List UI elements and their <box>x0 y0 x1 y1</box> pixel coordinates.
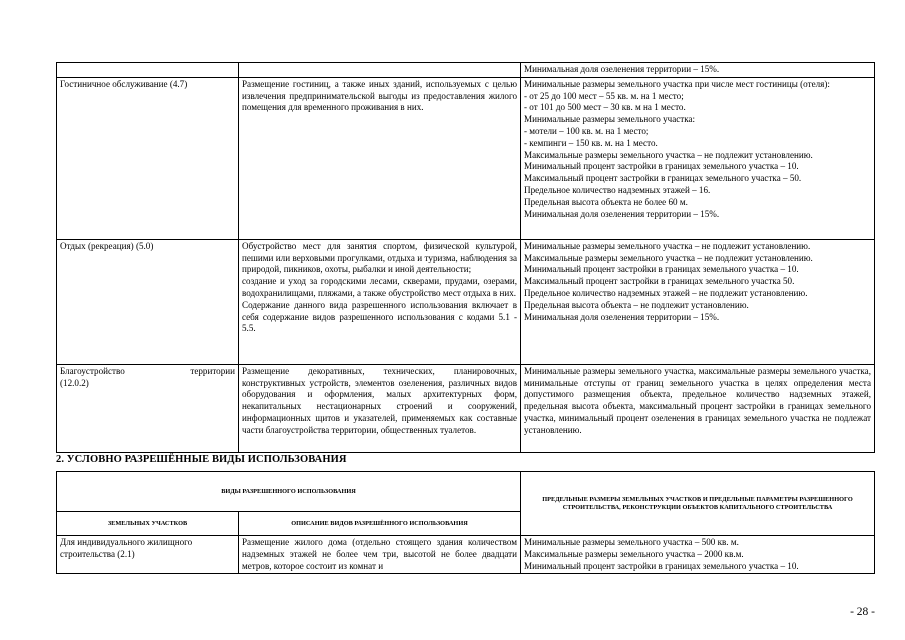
param-line: Максимальные размеры земельного участка – не подлежит установлению. <box>524 252 813 263</box>
param-line: - мотели – 100 кв. м. на 1 место; <box>524 125 649 136</box>
use-name-code: (12.0.2) <box>60 377 89 388</box>
table-row <box>57 63 875 78</box>
param-line: Минимальные размеры земельного участка – 500 кв. м. <box>524 537 739 547</box>
use-name-line <box>60 366 235 378</box>
param-line: Минимальный процент застройки в границах земельного участка – 10. <box>524 560 799 571</box>
param-line: Минимальные размеры земельного участка: <box>524 114 696 125</box>
param-line: Минимальный процент застройки в границах земельного участка – 10. <box>524 161 799 172</box>
param-line: Минимальная доля озеленения территории – 15%. <box>524 311 720 322</box>
param-line: - кемпинги – 150 кв. м. на 1 место. <box>524 137 658 148</box>
conditional-uses-table <box>56 471 875 574</box>
param-line: Минимальные размеры земельного участка при числе мест гостиницы (отеля): <box>524 78 830 89</box>
param-line: Максимальный процент застройки в границах земельного участка 50. <box>524 276 795 287</box>
use-name-cell: Отдых (рекреация) (5.0) <box>57 239 239 364</box>
params-cell <box>521 536 875 574</box>
params-cell <box>521 77 875 239</box>
param-line: Предельное количество надземных этажей – 16. <box>524 184 711 195</box>
params-cell <box>521 239 875 364</box>
table-row <box>57 536 875 574</box>
param-line: Предельная высота объекта – не подлежит установлению. <box>524 299 749 310</box>
use-description-cell: Размещение декоративных, технических, планировочных, конструктивных устройств, элементов озеленения, различных видов оборудования и оформления, малых архитектурных форм, некапитальных нестационарных строений и сооружений, информационных щитов и указателей, применяемых как составные части благоустройства территории, общественных туалетов. <box>239 364 521 452</box>
header-col1-cell: ЗЕМЕЛЬНЫХ УЧАСТКОВ <box>57 512 239 536</box>
use-description-cell: Размещение гостиниц, а также иных зданий, используемых с целью извлечения предпринимательской выгоды из предоставления жилого помещения для временного проживания в них. <box>239 77 521 239</box>
use-name-cell: Гостиничное обслуживание (4.7) <box>57 77 239 239</box>
empty-cell <box>57 63 239 78</box>
param-line: Максимальные размеры земельного участка – 2000 кв.м. <box>524 548 744 559</box>
use-name-cell <box>57 364 239 452</box>
page-number: - 28 - <box>850 606 875 618</box>
params-cell: Минимальные размеры земельного участка, максимальные размеры земельного участка, минимальные отступы от границ земельного участка в целях определения места допустимого размещения объекта, предельное количество надземных этажей, предельная высота объекта, максимальный процент застройки в границах земельного участка, минимальный процент озеленения в границах земельного участка не подлежат установлению. <box>521 364 875 452</box>
params-cell: Минимальная доля озеленения территории – 15%. <box>521 63 875 78</box>
table-row <box>57 364 875 452</box>
description-paragraph: Обустройство мест для занятия спортом, физической культурой, пешими или верховыми прогулками, отдыха и туризма, наблюдения за природой, пикников, охоты, рыбалки и иной деятельности; <box>242 240 517 275</box>
zoning-table-main <box>56 62 875 453</box>
param-line: - от 101 до 500 мест – 30 кв. м на 1 место. <box>524 102 686 113</box>
header-group-cell: ВИДЫ РАЗРЕШЕННОГО ИСПОЛЬЗОВАНИЯ <box>57 472 521 512</box>
description-paragraph: создание и уход за городскими лесами, скверами, прудами, озерами, водохранилищами, пляжами, а также обустройство мест отдыха в них. <box>242 276 517 298</box>
use-name-cell: Для индивидуального жилищного строительства (2.1) <box>57 536 239 574</box>
param-line: Минимальные размеры земельного участка – не подлежит установлению. <box>524 240 811 251</box>
param-line: Предельная высота объекта не более 60 м. <box>524 196 688 207</box>
header-params-cell: ПРЕДЕЛЬНЫЕ РАЗМЕРЫ ЗЕМЕЛЬНЫХ УЧАСТКОВ И ПРЕДЕЛЬНЫЕ ПАРАМЕТРЫ РАЗРЕШЕННОГО СТРОИТЕЛЬСТВА, РЕКОНСТРУКЦИИ ОБЪЕКТОВ КАПИТАЛЬНОГО СТРОИТЕЛЬСТВА <box>521 472 875 536</box>
use-description-cell: Размещение жилого дома (отдельно стоящего здания количеством надземных этажей не более чем три, высотой не более двадцати метров, которое состоит из комнат и <box>239 536 521 574</box>
param-line: Максимальные размеры земельного участка – не подлежит установлению. <box>524 149 813 160</box>
section-title: 2. УСЛОВНО РАЗРЕШЁННЫЕ ВИДЫ ИСПОЛЬЗОВАНИЯ <box>56 454 347 465</box>
table-row <box>57 239 875 364</box>
param-line: Предельное количество надземных этажей – не подлежит установлению. <box>524 287 808 298</box>
use-description-cell <box>239 239 521 364</box>
param-line: Минимальная доля озеленения территории – 15%. <box>524 208 720 219</box>
use-name-word: Благоустройство <box>60 365 125 376</box>
use-name-word: территории <box>190 365 235 376</box>
empty-cell <box>239 63 521 78</box>
table-header-row <box>57 472 875 512</box>
param-line: Максимальный процент застройки в границах земельного участка – 50. <box>524 173 802 184</box>
header-col2-cell: ОПИСАНИЕ ВИДОВ РАЗРЕШЁННОГО ИСПОЛЬЗОВАНИЯ <box>239 512 521 536</box>
table-row <box>57 77 875 239</box>
description-paragraph: Содержание данного вида разрешенного использования включает в себя содержание видов разрешенного использования с кодами 5.1 - 5.5. <box>242 299 517 334</box>
param-line: - от 25 до 100 мест – 55 кв. м. на 1 место; <box>524 90 684 101</box>
param-line: Минимальный процент застройки в границах земельного участка – 10. <box>524 264 799 275</box>
